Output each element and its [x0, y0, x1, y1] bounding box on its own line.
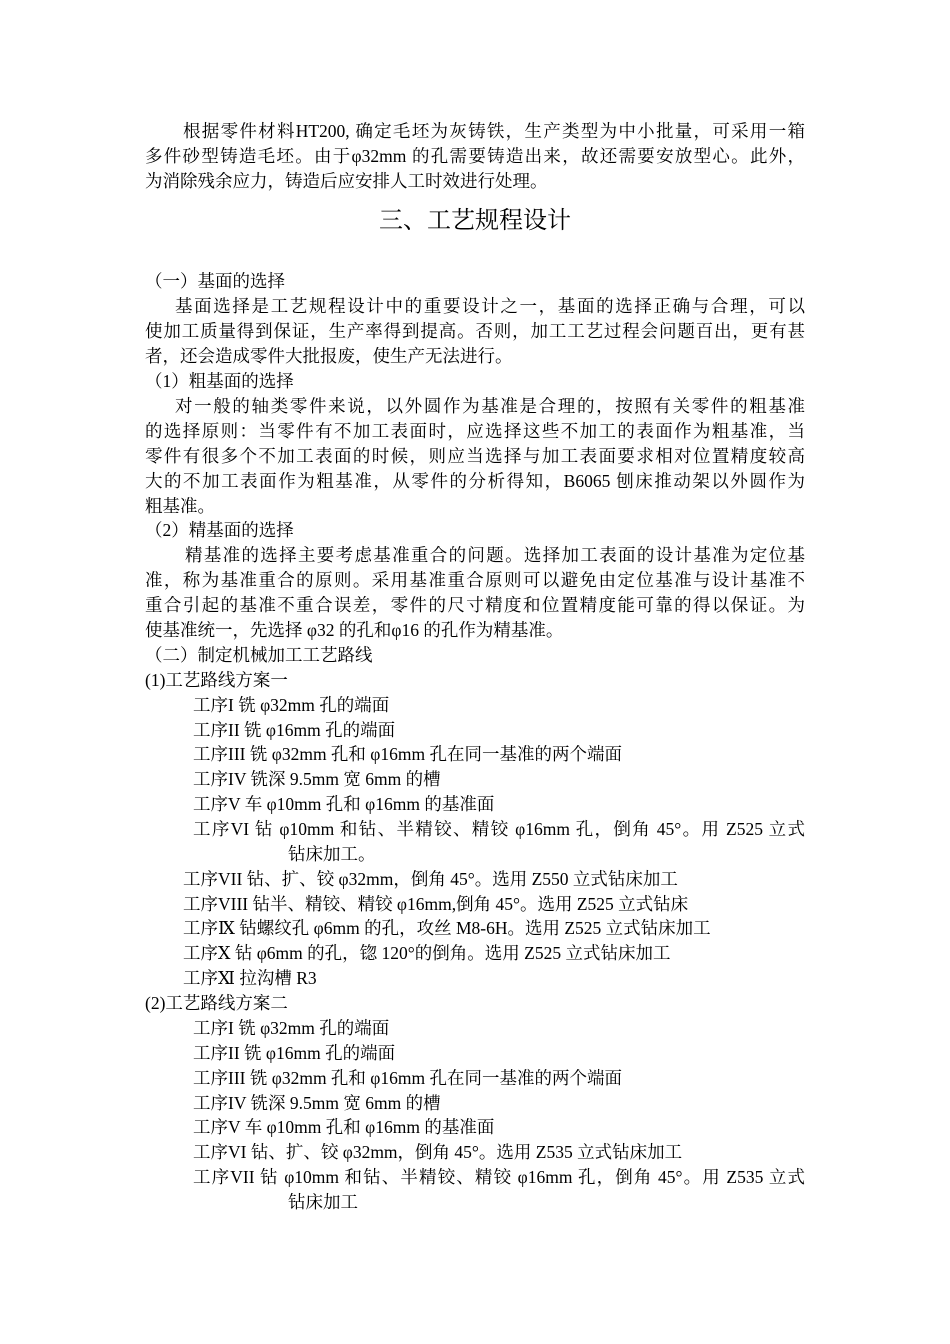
datum-para-line-2: 使加工质量得到保证，生产率得到提高。否则，加工工艺过程会问题百出，更有甚	[145, 321, 805, 341]
plan-1-title: (1)工艺路线方案一	[145, 670, 288, 690]
fine-para-line-1: 精基准的选择主要考虑基准重合的问题。选择加工表面的设计基准为定位基	[185, 545, 805, 565]
fine-datum-heading: （2）精基面的选择	[145, 520, 294, 540]
plan-1-step: 工序IV 铣深 9.5mm 宽 6mm 的槽	[193, 769, 441, 789]
plan-1-step: 工序Ⅸ 钻螺纹孔 φ6mm 的孔，攻丝 M8-6H。选用 Z525 立式钻床加工	[183, 918, 711, 938]
plan-2-step: 工序VI 钻、扩、铰 φ32mm，倒角 45°。选用 Z535 立式钻床加工	[193, 1142, 683, 1162]
plan-1-step-continuation: 钻床加工。	[288, 844, 376, 864]
section-title: 三、工艺规程设计	[379, 206, 571, 234]
rough-para-line-4: 大的不加工表面作为粗基准，从零件的分析得知，B6065 刨床推动架以外圆作为	[145, 471, 805, 491]
plan-1-step: 工序VIII 钻半、精铰、精铰 φ16mm,倒角 45°。选用 Z525 立式钻床	[183, 894, 689, 914]
rough-para-line-1: 对一般的轴类零件来说，以外圆作为基准是合理的，按照有关零件的粗基准	[175, 396, 805, 416]
rough-datum-heading: （1）粗基面的选择	[145, 371, 294, 391]
plan-2-step: 工序VII 钻 φ10mm 和钻、半精铰、精铰 φ16mm 孔，倒角 45°。用 Z535 立式	[193, 1167, 805, 1187]
rough-para-line-2: 的选择原则：当零件有不加工表面时，应选择这些不加工的表面作为粗基准，当	[145, 421, 805, 441]
datum-para-line-3: 者，还会造成零件大批报废，使生产无法进行。	[145, 346, 513, 366]
datum-para-line-1: 基面选择是工艺规程设计中的重要设计之一，基面的选择正确与合理，可以	[175, 296, 805, 316]
fine-para-line-4: 使基准统一，先选择 φ32 的孔和φ16 的孔作为精基准。	[145, 620, 564, 640]
intro-line-3: 为消除残余应力，铸造后应安排人工时效进行处理。	[145, 171, 548, 191]
route-heading: （二）制定机械加工工艺路线	[145, 645, 373, 665]
fine-para-line-3: 重合引起的基准不重合误差，零件的尺寸精度和位置精度能可靠的得以保证。为	[145, 595, 805, 615]
intro-line-2: 多件砂型铸造毛坯。由于φ32mm 的孔需要铸造出来，故还需要安放型心。此外，	[145, 146, 805, 166]
datum-heading: （一）基面的选择	[145, 271, 285, 291]
intro-line-1: 根据零件材料HT200, 确定毛坯为灰铸铁，生产类型为中小批量，可采用一箱	[183, 121, 805, 141]
plan-2-step: 工序IV 铣深 9.5mm 宽 6mm 的槽	[193, 1093, 441, 1113]
plan-1-step: 工序Ⅹ 钻 φ6mm 的孔，锪 120°的倒角。选用 Z525 立式钻床加工	[183, 943, 671, 963]
plan-2-step: 工序V 车 φ10mm 孔和 φ16mm 的基准面	[193, 1117, 495, 1137]
plan-2-step: 工序I 铣 φ32mm 孔的端面	[193, 1018, 390, 1038]
plan-1-step: 工序VII 钻、扩、铰 φ32mm，倒角 45°。选用 Z550 立式钻床加工	[183, 869, 678, 889]
plan-1-step: 工序Ⅺ 拉沟槽 R3	[183, 968, 317, 988]
plan-1-step: 工序I 铣 φ32mm 孔的端面	[193, 695, 390, 715]
plan-2-step-continuation: 钻床加工	[288, 1192, 358, 1212]
plan-2-title: (2)工艺路线方案二	[145, 993, 288, 1013]
rough-para-line-5: 粗基准。	[145, 496, 215, 516]
plan-1-step: 工序III 铣 φ32mm 孔和 φ16mm 孔在同一基准的两个端面	[193, 744, 623, 764]
plan-2-step: 工序III 铣 φ32mm 孔和 φ16mm 孔在同一基准的两个端面	[193, 1068, 623, 1088]
fine-para-line-2: 准，称为基准重合的原则。采用基准重合原则可以避免由定位基准与设计基准不	[145, 570, 805, 590]
plan-1-step: 工序VI 钻 φ10mm 和钻、半精铰、精铰 φ16mm 孔，倒角 45°。用 Z525 立式	[193, 819, 805, 839]
plan-1-step: 工序V 车 φ10mm 孔和 φ16mm 的基准面	[193, 794, 495, 814]
plan-1-step: 工序II 铣 φ16mm 孔的端面	[193, 720, 396, 740]
rough-para-line-3: 零件有很多个不加工表面的时候，则应当选择与加工表面要求相对位置精度较高	[145, 446, 805, 466]
plan-2-step: 工序II 铣 φ16mm 孔的端面	[193, 1043, 396, 1063]
